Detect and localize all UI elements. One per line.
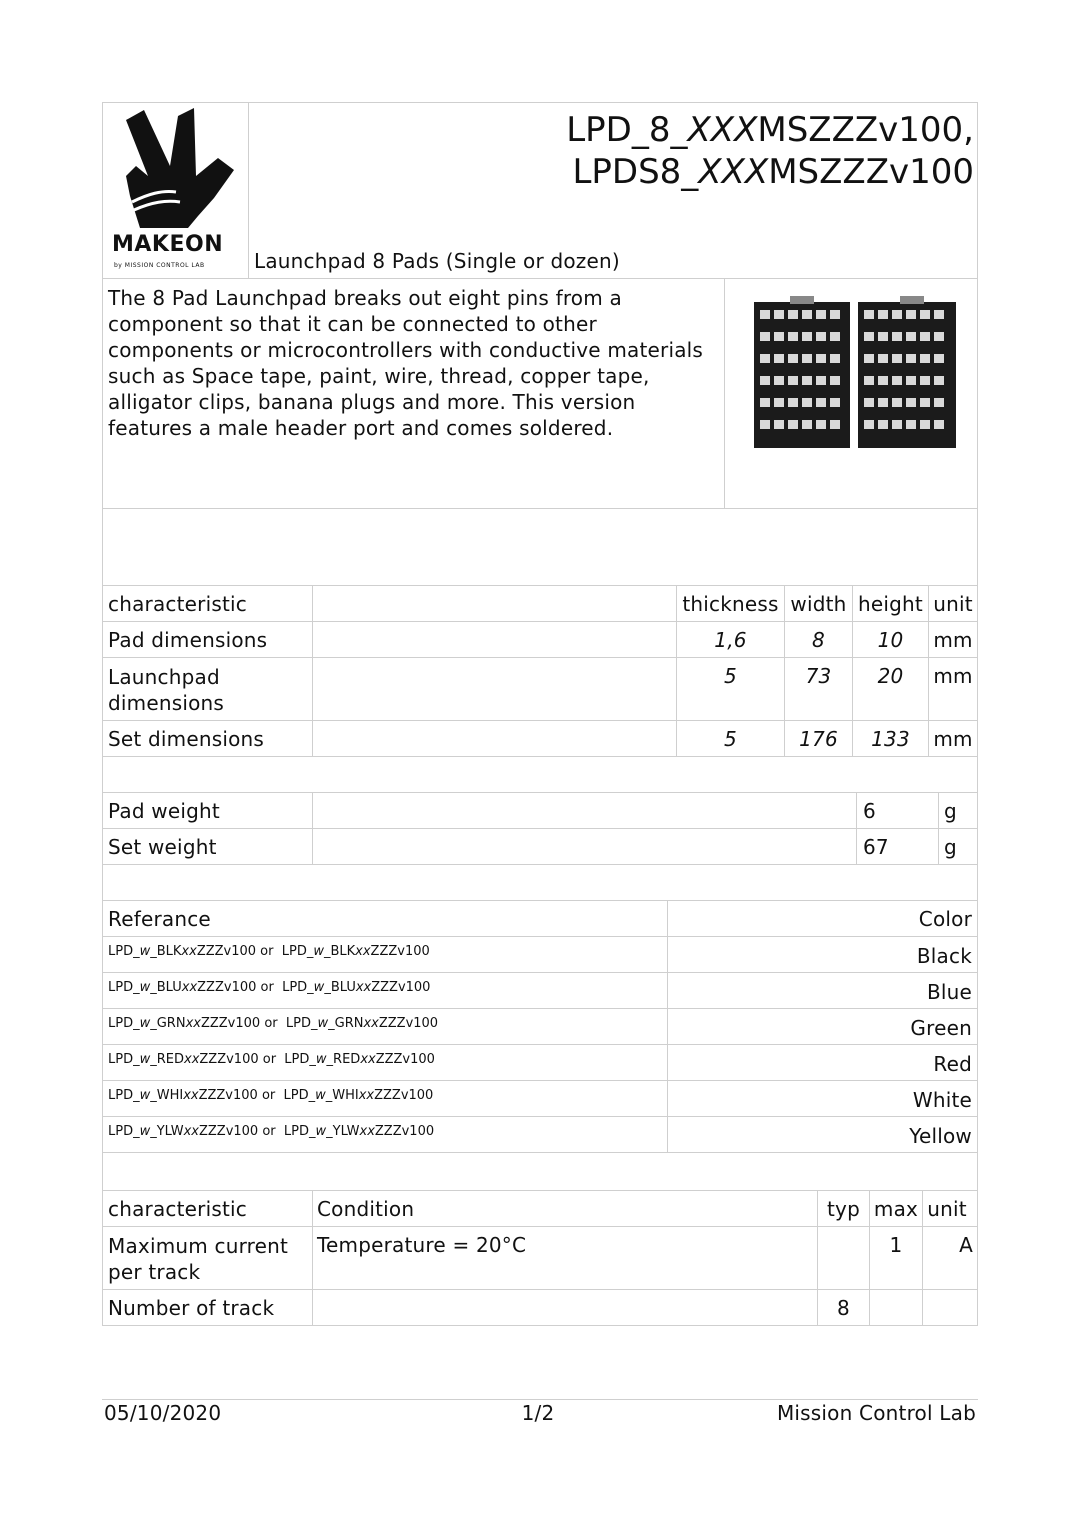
- elec-row-typ: 8: [837, 1296, 850, 1320]
- elec-row-unit: A: [959, 1233, 973, 1257]
- elec-header-characteristic: characteristic: [108, 1197, 247, 1221]
- elec-header-condition: Condition: [317, 1197, 415, 1221]
- dim-row-unit: mm: [933, 628, 973, 652]
- ref-row-color: White: [912, 1088, 972, 1112]
- ref-row-code: LPD_w_YLWxxZZZv100 or LPD_w_YLWxxZZZv100: [108, 1124, 435, 1139]
- document-title-line-2: LPDS8_XXXMSZZZv100: [572, 152, 974, 192]
- elec-header-unit: unit: [927, 1197, 967, 1221]
- dim-row-thickness: 1,6: [714, 628, 747, 652]
- weight-row-unit: g: [944, 799, 957, 823]
- elec-row-max-cell: [869, 1289, 923, 1326]
- ref-row-code: LPD_w_GRNxxZZZv100 or LPD_w_GRNxxZZZv100: [108, 1016, 439, 1031]
- weight-row-value: 6: [863, 799, 876, 823]
- dim-row-label: Set dimensions: [108, 727, 265, 751]
- dim-row-label: Launchpad dimensions: [108, 665, 225, 715]
- document-subtitle: Launchpad 8 Pads (Single or dozen): [254, 249, 620, 273]
- elec-header-max: max: [873, 1197, 919, 1221]
- elec-row-max: 1: [889, 1233, 903, 1257]
- dim-row-width: 8: [812, 628, 825, 652]
- ref-row-code: LPD_w_BLUxxZZZv100 or LPD_w_BLUxxZZZv100: [108, 980, 431, 995]
- weight-row-value: 67: [863, 835, 889, 859]
- dim-header-blank-cell: [312, 585, 677, 622]
- dim-row-blank-cell: [312, 720, 677, 757]
- dim-row-thickness: 5: [724, 664, 737, 688]
- elec-row-label: Maximum current per track: [108, 1234, 289, 1284]
- elec-header-typ: typ: [827, 1197, 860, 1221]
- dim-header-unit: unit: [933, 592, 973, 616]
- ref-row-color: Yellow: [909, 1124, 972, 1148]
- weight-row-blank-cell: [312, 792, 857, 829]
- document-title-line-1: LPD_8_XXXMSZZZv100,: [566, 110, 974, 150]
- ref-header-color: Color: [918, 907, 972, 931]
- dim-row-unit: mm: [933, 727, 973, 751]
- spacer-row: [102, 864, 978, 901]
- weight-row-label: Set weight: [108, 835, 217, 859]
- ref-header-ref: Referance: [108, 907, 211, 931]
- dim-row-height: 10: [877, 628, 904, 652]
- footer-company: Mission Control Lab: [776, 1401, 976, 1425]
- elec-row-condition-cell: [312, 1289, 818, 1326]
- ref-row-color: Black: [916, 944, 972, 968]
- ref-row-code: LPD_w_REDxxZZZv100 or LPD_w_REDxxZZZv100: [108, 1052, 435, 1067]
- dim-header-characteristic: characteristic: [108, 592, 247, 616]
- ref-row-color: Red: [933, 1052, 972, 1076]
- elec-row-label: Number of track: [108, 1296, 275, 1320]
- weight-row-label: Pad weight: [108, 799, 220, 823]
- dim-row-width: 176: [799, 727, 838, 751]
- elec-row-typ-cell: [817, 1226, 870, 1290]
- ref-row-color: Green: [910, 1016, 972, 1040]
- launchpad-product-photo: [750, 296, 960, 450]
- dim-row-blank-cell: [312, 621, 677, 658]
- dim-header-thickness: thickness: [682, 592, 779, 616]
- elec-row-condition: Temperature = 20°C: [317, 1233, 527, 1257]
- dim-row-unit: mm: [933, 664, 973, 688]
- footer-date: 05/10/2020: [104, 1401, 222, 1425]
- dim-header-height: height: [858, 592, 923, 616]
- weight-row-blank-cell: [312, 828, 857, 865]
- logo-text: MAKEON: [112, 232, 224, 257]
- ref-row-code: LPD_w_BLKxxZZZv100 or LPD_w_BLKxxZZZv100: [108, 944, 430, 959]
- description-text: The 8 Pad Launchpad breaks out eight pins from a component so that it can be connected to other components or microcontrollers with conductive materials such as Space tape, paint, wire, thread, copper tape, alligator clips, banana plugs and more. This version features a male header port and comes soldered.: [108, 286, 704, 440]
- elec-row-unit-cell: [922, 1289, 978, 1326]
- dim-row-thickness: 5: [724, 727, 737, 751]
- logo-subtext: by MISSION CONTROL LAB: [114, 262, 205, 269]
- hand-logo-icon: [118, 106, 238, 230]
- ref-row-code: LPD_w_WHIxxZZZv100 or LPD_w_WHIxxZZZv100: [108, 1088, 434, 1103]
- ref-row-color: Blue: [926, 980, 972, 1004]
- dim-row-height: 20: [877, 664, 904, 688]
- weight-row-unit: g: [944, 835, 957, 859]
- spacer-row: [102, 508, 978, 586]
- footer-page-number: 1/2: [521, 1401, 555, 1425]
- dim-row-blank-cell: [312, 657, 677, 721]
- dim-header-width: width: [790, 592, 847, 616]
- dim-row-label: Pad dimensions: [108, 628, 268, 652]
- spacer-row: [102, 1152, 978, 1191]
- footer-divider: [102, 1399, 978, 1400]
- dim-row-width: 73: [805, 664, 832, 688]
- spacer-row: [102, 756, 978, 793]
- dim-row-height: 133: [871, 727, 910, 751]
